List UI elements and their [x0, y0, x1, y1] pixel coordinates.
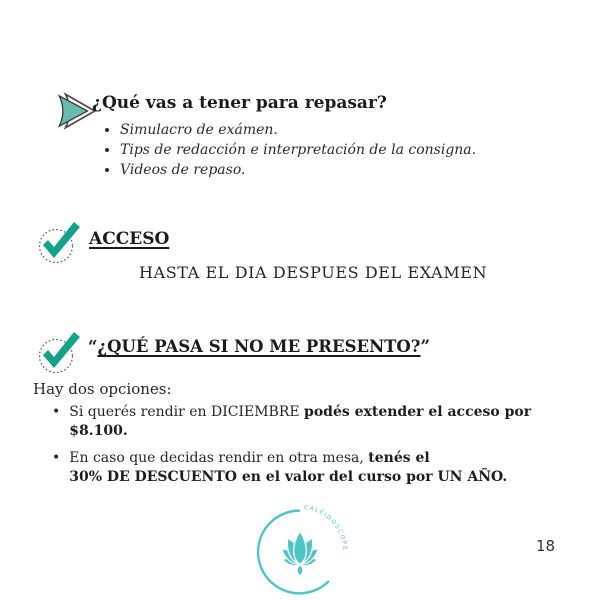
repasar-bullet: • Tips de redacción e interpretación de la consigna.: [120, 140, 562, 160]
repasar-title: ¿Qué vas a tener para repasar?: [92, 93, 387, 113]
option-item: [52, 403, 582, 441]
acceso-subtitle: HASTA EL DIA DESPUES DEL EXAMEN: [139, 263, 488, 282]
section-repasar: [92, 90, 562, 180]
acceso-title: ACCESO: [89, 229, 170, 249]
logo-brand-text: CALEIDOSCOPE: [303, 505, 348, 552]
repasar-bullet-list: [92, 120, 562, 180]
presento-title: [88, 337, 430, 356]
checkmark-icon: [36, 218, 86, 266]
page-number: 18: [536, 537, 556, 555]
close-quote: ”: [420, 337, 430, 356]
option-text: • Si querés rendir en DICIEMBRE podés extender el acceso por $8.100.: [69, 404, 541, 439]
open-quote: “: [88, 337, 98, 356]
options-intro: Hay dos opciones:: [33, 380, 172, 398]
option-text: • En caso que decidas rendir en otra mesa, tenés el 30% DE DESCUENTO en el valor del curso por UN AÑO.: [69, 450, 508, 485]
lotus-logo: [251, 505, 349, 599]
repasar-bullet: • Simulacro de exámen.: [120, 120, 562, 140]
option-item: [52, 449, 582, 487]
presento-title-text: ¿QUÉ PASA SI NO ME PRESENTO?: [97, 337, 421, 356]
checkmark-icon: [36, 328, 86, 376]
lotus-flower: [279, 531, 321, 575]
repasar-bullet: • Videos de repaso.: [120, 160, 562, 180]
